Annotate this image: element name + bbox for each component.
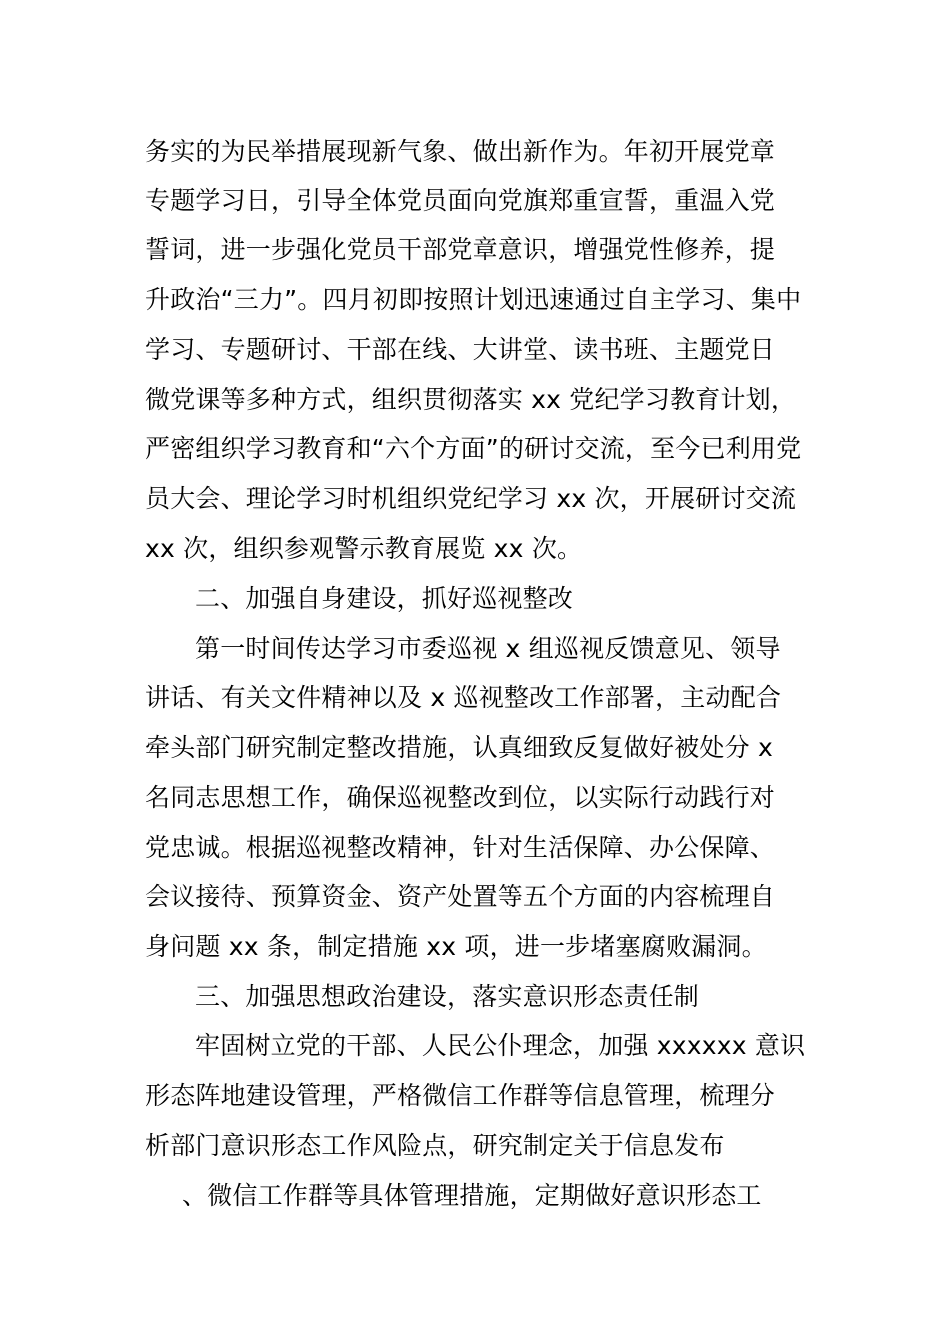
text-line: 专题学习日，引导全体党员面向党旗郑重宣誓，重温入党 [145,186,776,215]
text-line: 会议接待、预算资金、资产处置等五个方面的内容梳理自 [145,882,776,911]
text-line: 学习、专题研讨、干部在线、大讲堂、读书班、主题党日 [145,335,776,364]
text-line: 、微信工作群等具体管理措施，定期做好意识形态工 [182,1181,762,1210]
text-line: 微党课等多种方式，组织贯彻落实 xx 党纪学习教育计划， [145,385,797,414]
text-line: 身问题 xx 条，制定措施 xx 项，进一步堵塞腐败漏洞。 [145,932,767,961]
text-line: 牵头部门研究制定整改措施，认真细致反复做好被处分 x [145,733,773,762]
text-line: 形态阵地建设管理，严格微信工作群等信息管理，梳理分 [145,1081,776,1110]
text-line: 严密组织学习教育和“六个方面”的研讨交流，至今已利用党 [145,434,802,463]
text-line: 党忠诚。根据巡视整改精神，针对生活保障、办公保障、 [145,833,776,862]
text-line: 讲话、有关文件精神以及 x 巡视整改工作部署，主动配合 [145,683,782,712]
text-line: 牢固树立党的干部、人民公仆理念，加强 xxxxxx 意识 [195,1031,806,1060]
text-line: 员大会、理论学习时机组织党纪学习 xx 次，开展研讨交流 [145,484,797,513]
text-line: 名同志思想工作，确保巡视整改到位，以实际行动践行对 [145,783,776,812]
text-line: 析部门意识形态工作风险点，研究制定关于信息发布 [145,1131,725,1160]
text-line: 务实的为民举措展现新气象、做出新作为。年初开展党章 [145,137,776,166]
text-line: 第一时间传达学习市委巡视 x 组巡视反馈意见、领导 [195,634,781,663]
section-heading: 二、加强自身建设，抓好巡视整改 [195,584,574,613]
text-line: 誓词，进一步强化党员干部党章意识，增强党性修养，提 [145,235,776,264]
text-line: xx 次，组织参观警示教育展览 xx 次。 [145,534,583,563]
section-heading: 三、加强思想政治建设，落实意识形态责任制 [195,982,700,1011]
text-line: 升政治“三力”。四月初即按照计划迅速通过自主学习、集中 [145,285,802,314]
